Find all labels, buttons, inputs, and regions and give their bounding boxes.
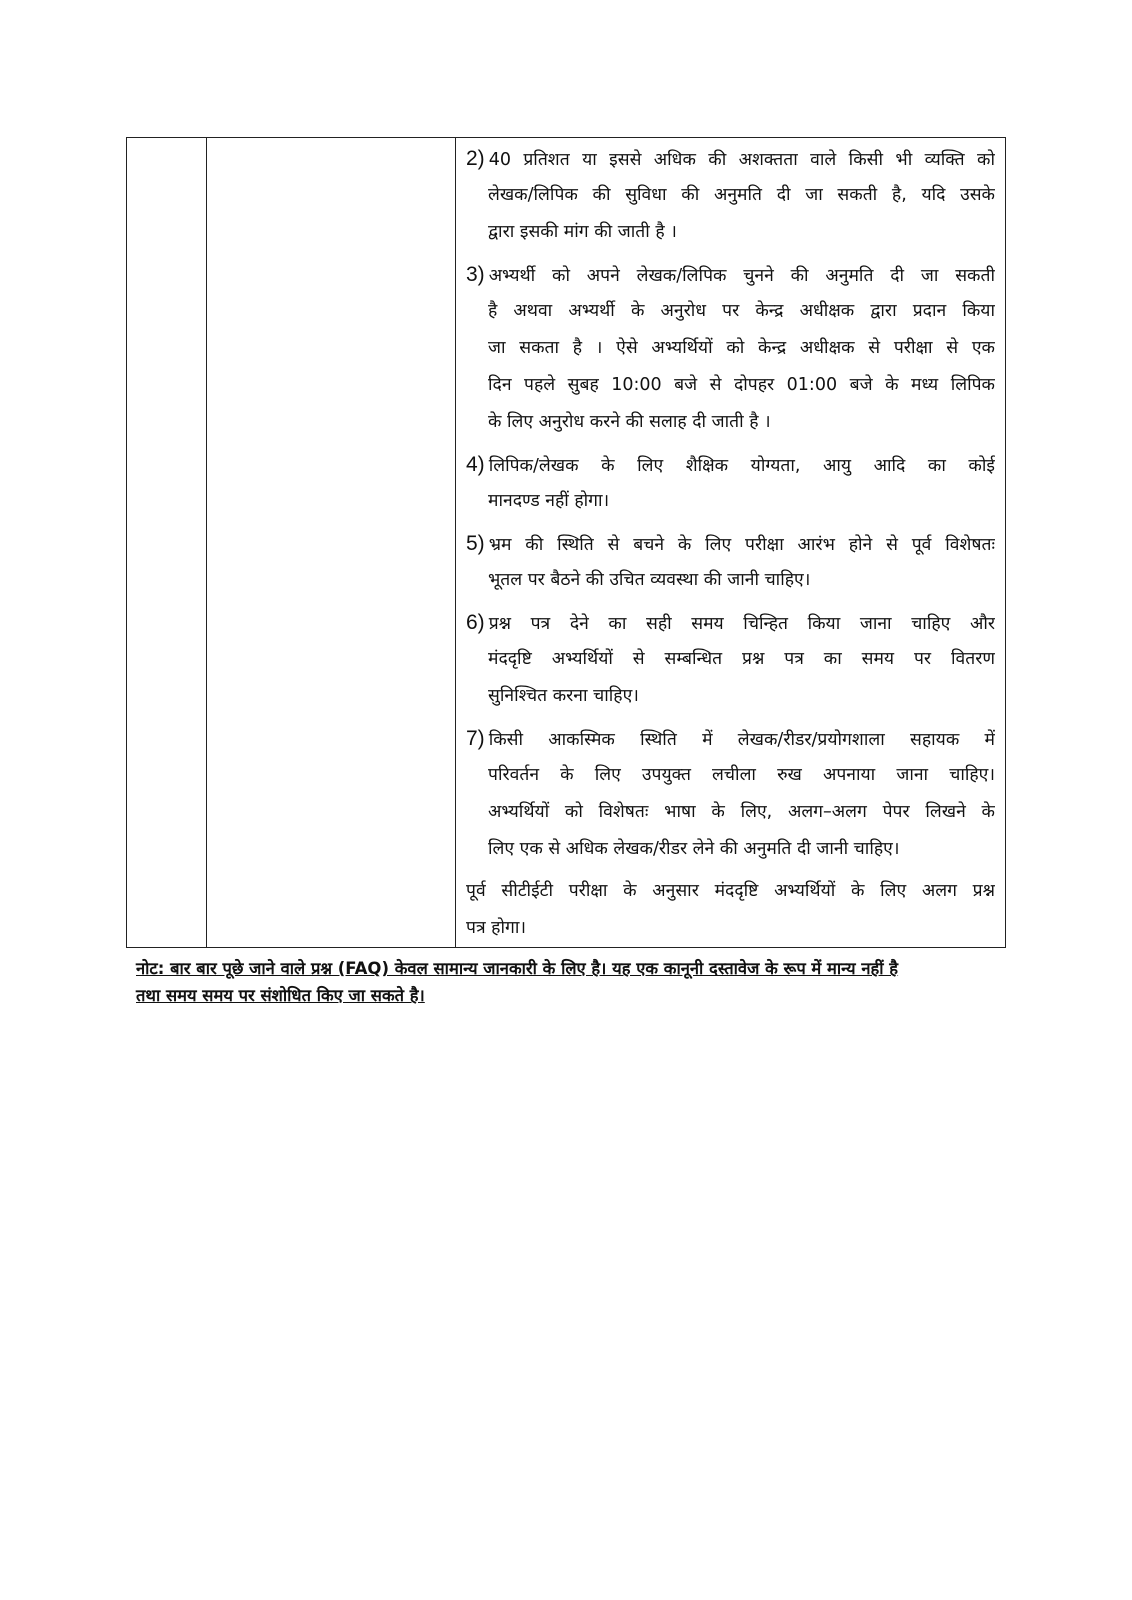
line-text: लिपिक/लेखक के लिए शैक्षिक योग्यता, आयु आदि का कोई	[488, 456, 995, 476]
closing-line: पूर्व सीटीईटी परीक्षा के अनुसार मंददृष्टि अभ्यर्थियों के लिए अलग प्रश्न	[466, 881, 995, 901]
answer-line	[466, 140, 995, 177]
line-text: के लिए अनुरोध करने की सलाह दी जाती है ।	[488, 412, 771, 432]
table-row	[127, 138, 1006, 948]
answer-line	[466, 757, 995, 794]
disclaimer-note	[136, 955, 1006, 1009]
answer-line	[466, 831, 995, 868]
answer-item	[466, 604, 995, 715]
answer-item	[466, 525, 995, 599]
answer-line	[466, 330, 995, 367]
answer-line	[466, 483, 995, 520]
item-number: 4)	[466, 453, 485, 476]
answer-line	[466, 562, 995, 599]
line-text: भ्रम की स्थिति से बचने के लिए परीक्षा आरंभ होने से पूर्व विशेषतः	[488, 535, 995, 555]
closing-paragraph	[466, 873, 995, 947]
line-text: दिन पहले सुबह 10:00 बजे से दोपहर 01:00 बजे के मध्य लिपिक	[488, 375, 995, 395]
question-cell	[207, 138, 456, 948]
line-text: परिवर्तन के लिए उपयुक्त लचीला रुख अपनाया जाना चाहिए।	[488, 765, 995, 785]
answer-line	[466, 525, 995, 562]
answer-cell	[456, 138, 1006, 948]
serial-cell	[127, 138, 207, 948]
answer-line	[466, 256, 995, 293]
answer-line	[466, 446, 995, 483]
faq-table	[126, 137, 1006, 948]
line-text: अभ्यर्थियों को विशेषतः भाषा के लिए, अलग–अलग पेपर लिखने के	[488, 802, 995, 822]
answer-line	[466, 641, 995, 678]
line-text: लेखक/लिपिक की सुविधा की अनुमति दी जा सकती है, यदि उसके	[488, 185, 995, 205]
item-number: 3)	[466, 263, 485, 286]
answer-line	[466, 293, 995, 330]
answer-line	[466, 404, 995, 441]
line-text: प्रश्न पत्र देने का सही समय चिन्हित किया जाना चाहिए और	[488, 614, 995, 634]
item-number: 5)	[466, 532, 485, 555]
line-text: 40 प्रतिशत या इससे अधिक की अशक्तता वाले किसी भी व्यक्ति को	[488, 150, 995, 170]
item-number: 2)	[466, 147, 485, 170]
line-text: जा सकता है । ऐसे अभ्यर्थियों को केन्द्र अधीक्षक से परीक्षा से एक	[488, 338, 995, 358]
closing-line: पत्र होगा।	[466, 918, 527, 938]
answer-item	[466, 446, 995, 520]
line-text: किसी आकस्मिक स्थिति में लेखक/रीडर/प्रयोगशाला सहायक में	[488, 730, 995, 750]
line-text: मानदण्ड नहीं होगा।	[488, 491, 610, 511]
answer-line	[466, 794, 995, 831]
line-text: है अथवा अभ्यर्थी के अनुरोध पर केन्द्र अधीक्षक द्वारा प्रदान किया	[488, 301, 995, 321]
note-line-1: नोट: बार बार पूछे जाने वाले प्रश्न (FAQ) केवल सामान्य जानकारी के लिए है। यह एक कानूनी दस्तावेज के रूप में मान्य नहीं है	[136, 959, 899, 978]
answer-line	[466, 367, 995, 404]
line-text: द्वारा इसकी मांग की जाती है ।	[488, 222, 677, 242]
line-text: मंददृष्टि अभ्यर्थियों से सम्बन्धित प्रश्न पत्र का समय पर वितरण	[488, 649, 995, 669]
answer-line	[466, 720, 995, 757]
answer-line	[466, 177, 995, 214]
line-text: अभ्यर्थी को अपने लेखक/लिपिक चुनने की अनुमति दी जा सकती	[488, 266, 995, 286]
item-number: 6)	[466, 611, 485, 634]
line-text: लिए एक से अधिक लेखक/रीडर लेने की अनुमति दी जानी चाहिए।	[488, 839, 900, 859]
answer-list	[466, 140, 995, 868]
note-line-2: तथा समय समय पर संशोधित किए जा सकते है।	[136, 986, 425, 1005]
answer-item	[466, 256, 995, 441]
answer-item	[466, 720, 995, 868]
answer-line	[466, 214, 995, 251]
line-text: सुनिश्चित करना चाहिए।	[488, 686, 639, 706]
answer-line	[466, 604, 995, 641]
answer-line	[466, 678, 995, 715]
line-text: भूतल पर बैठने की उचित व्यवस्था की जानी चाहिए।	[488, 570, 811, 590]
item-number: 7)	[466, 727, 485, 750]
answer-item	[466, 140, 995, 251]
